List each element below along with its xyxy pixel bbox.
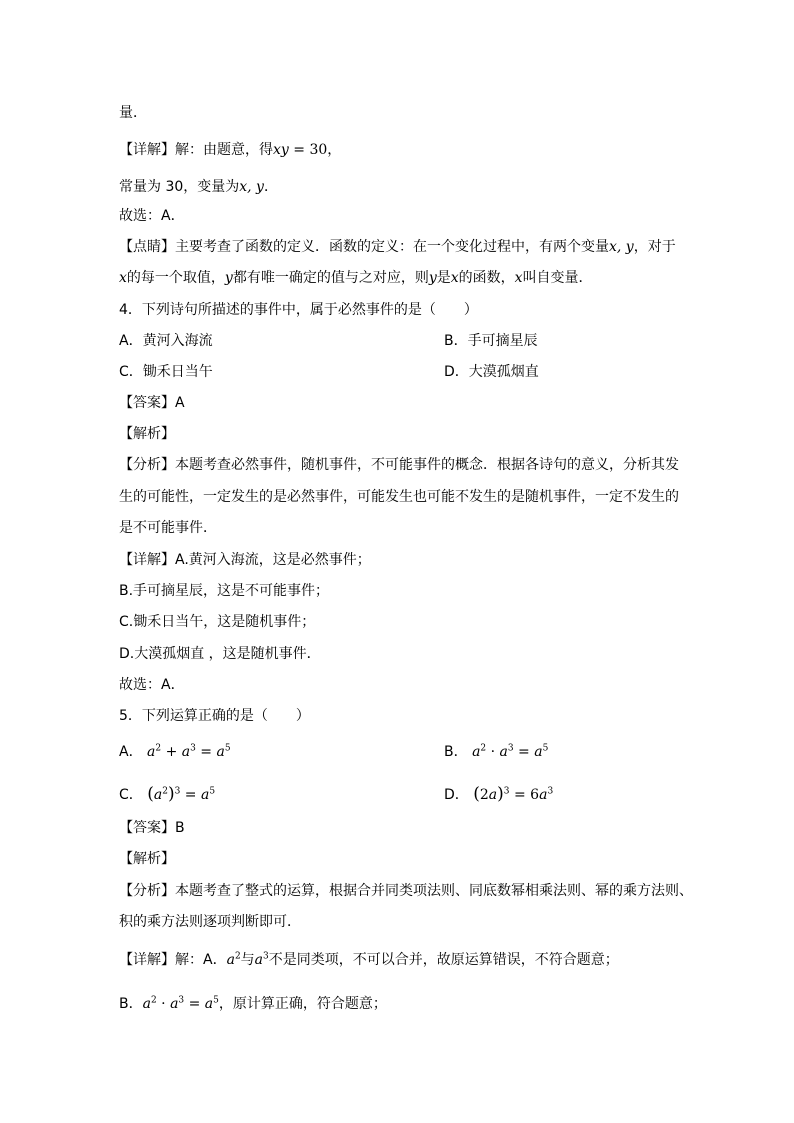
q4-option-b: B．手可摘星辰: [444, 333, 538, 349]
question-5: 5．下列运算正确的是（ ）: [119, 708, 310, 724]
text-line: 故选：A．: [119, 208, 185, 224]
analysis-line: 【分析】本题考查了整式的运算，根据合并同类项法则、同底数幂相乘法则、幂的乘方法则、: [119, 883, 693, 899]
analysis-line: 【分析】本题考查必然事件，随机事件，不可能事件的概念．根据各诗句的意义，分析其发: [119, 457, 679, 473]
detail-line: C.锄禾日当午，这是随机事件；: [119, 614, 316, 630]
math-expression: $a^2 + a^3 = a^5$: [147, 743, 231, 760]
math-expression: $a^2 \cdot a^3 = a^5$: [472, 743, 549, 760]
q5-option-d: D． $(2a)^3 = 6a^3$: [444, 784, 554, 804]
answer-line: 【答案】B: [119, 820, 185, 836]
q4-option-d: D．大漠孤烟直: [444, 364, 539, 380]
analysis-heading: 【解析】: [119, 426, 175, 442]
analysis-line: 生的可能性，一定发生的是必然事件，可能发生也可能不发生的是随机事件，一定不发生的: [119, 489, 679, 505]
text-line: 常量为 30，变量为x, y．: [119, 179, 278, 195]
analysis-line: 是不可能事件．: [119, 520, 217, 536]
detail-line: 【详解】解：由题意，得xy = 30，: [119, 142, 342, 158]
note-line: x的每一个取值，y都有唯一确定的值与之对应，则y是x的函数，x叫自变量．: [119, 270, 593, 286]
math-expression: $(2a)^3 = 6a^3$: [473, 784, 554, 804]
math-expression: $(a^2)^3 = a^5$: [147, 784, 216, 804]
text-line: 量．: [119, 105, 147, 121]
conclusion-line: 故选：A．: [119, 677, 185, 693]
detail-line: 【详解】A.黄河入海流，这是必然事件；: [119, 552, 371, 568]
math-expression: $a^2 \cdot a^3 = a^5$: [142, 995, 219, 1012]
q4-option-a: A．黄河入海流: [119, 333, 213, 349]
question-4: 4．下列诗句所描述的事件中，属于必然事件的是（ ）: [119, 302, 478, 318]
analysis-heading: 【解析】: [119, 851, 175, 867]
analysis-line: 积的乘方法则逐项判断即可．: [119, 914, 301, 930]
detail-line: 【详解】解：A．$a^2$与$a^3$不是同类项，不可以合并，故原运算错误，不符合题意；: [119, 951, 619, 968]
q5-option-b: B． $a^2 \cdot a^3 = a^5$: [444, 743, 549, 760]
detail-line: D.大漠孤烟直 ，这是随机事件．: [119, 646, 321, 662]
q5-option-c: C． $(a^2)^3 = a^5$: [119, 784, 216, 804]
detail-line: B.手可摘星辰，这是不可能事件；: [119, 583, 330, 599]
detail-line: B．$a^2 \cdot a^3 = a^5$，原计算正确，符合题意；: [119, 995, 387, 1012]
answer-line: 【答案】A: [119, 395, 185, 411]
note-line: 【点睛】主要考查了函数的定义．函数的定义：在一个变化过程中，有两个变量x, y，对于: [119, 239, 676, 255]
q5-option-a: A． $a^2 + a^3 = a^5$: [119, 743, 231, 760]
math-expression: $a^3$: [254, 951, 269, 968]
q4-option-c: C．锄禾日当午: [119, 364, 213, 380]
math-expression: $a^2$: [226, 951, 241, 968]
